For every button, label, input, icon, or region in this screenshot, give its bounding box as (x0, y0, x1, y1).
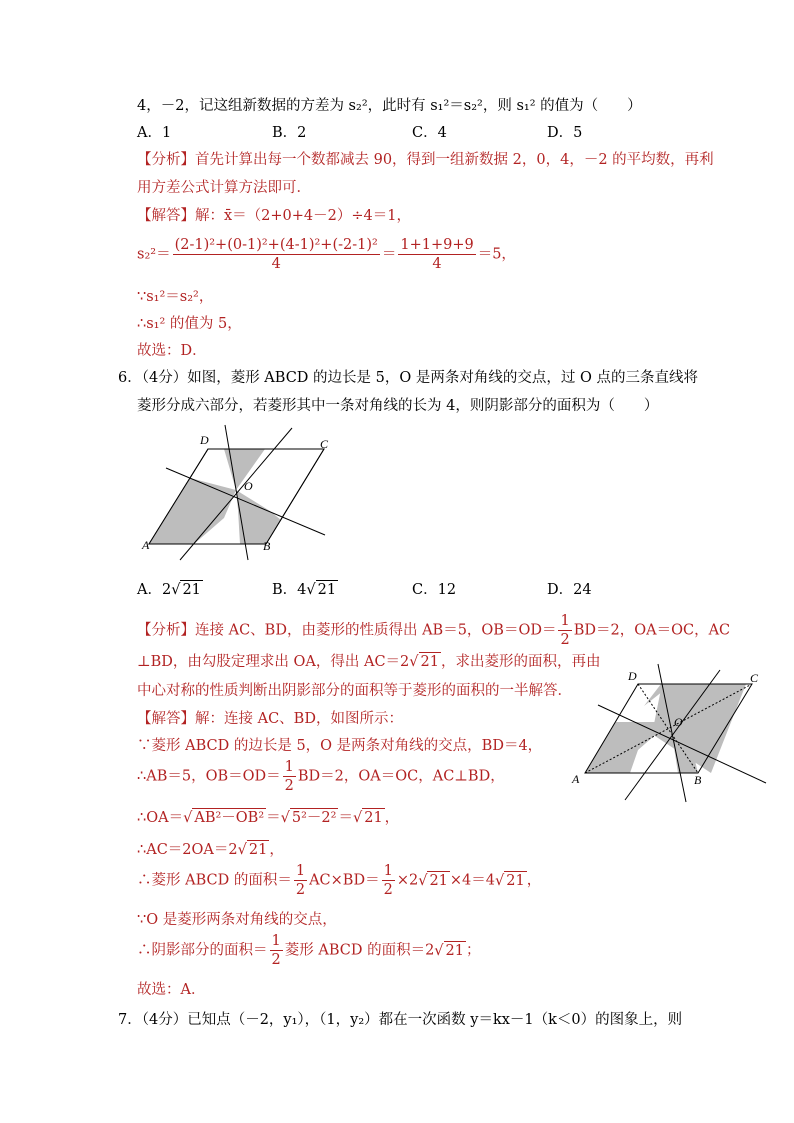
q5-option-d: D．5 (547, 125, 583, 141)
analysis-tag: 【分析】 (137, 622, 195, 639)
label-a: A (142, 538, 150, 552)
solution-tag: 【解答】 (137, 711, 195, 727)
q6-option-b: B．4√ 21 (272, 582, 337, 598)
q6-analysis-line1: 【分析】连接 AC、BD，由菱形的性质得出 AB＝5，OB＝OD＝ $\frac{1}{2}$ BD＝2，OA＝OC，AC (137, 613, 731, 648)
analysis-tag: 【分析】 (137, 152, 195, 168)
rhombus-figure-with-diagonals (570, 660, 770, 805)
q5-because: ∵s₁²＝s₂²， (137, 289, 214, 305)
q5-choose: 故选：D． (137, 343, 207, 359)
label-c: C (320, 437, 329, 451)
q5-option-b: B．2 (272, 125, 307, 141)
label-c: C (750, 671, 759, 685)
q6-stem-line2: 菱形分成六部分，若菱形其中一条对角线的长为 4，则阴影部分的面积为（ ） (137, 398, 659, 414)
q6-choose: 故选：A． (137, 982, 206, 998)
q6-solution-line4: ∴OA＝√ AB²－OB² ＝√ 5²－2² ＝√ 21 ， (137, 810, 400, 826)
q5-solution-line1: 【解答】解：x̄＝（2+0+4－2）÷4＝1， (137, 208, 411, 224)
q6-solution-line3: ∴AB＝5，OB＝OD＝ $\frac{1}{2}$ BD＝2，OA＝OC，AC⊥BD， (137, 759, 505, 794)
solution-tag: 【解答】 (137, 208, 195, 224)
q7-stem: 7．（4分）已知点（－2，y₁），（1，y₂）都在一次函数 y＝kx－1（k＜0）的图象上，则 (118, 1012, 683, 1028)
q5-option-c: C．4 (412, 125, 447, 141)
q6-stem-line1: 6．（4分）如图，菱形 ABCD 的边长是 5，O 是两条对角线的交点，过 O 点的三条直线将 (118, 370, 698, 386)
label-b: B (694, 773, 702, 787)
q6-solution-line7: ∵O 是菱形两条对角线的交点， (137, 912, 337, 928)
label-a: A (572, 772, 580, 786)
q5-analysis-line2: 用方差公式计算方法即可． (137, 180, 311, 196)
q6-analysis-line2: ⊥BD，由勾股定理求出 OA，得出 AC＝2√ 21 ，求出菱形的面积，再由 (137, 654, 601, 670)
q6-option-c: C．12 (412, 582, 457, 598)
label-d: D (628, 669, 637, 683)
q5-therefore: ∴s₁² 的值为 5， (137, 316, 242, 332)
label-o: O (674, 715, 683, 729)
rhombus-figure (140, 420, 350, 560)
q6-option-d: D．24 (547, 582, 592, 598)
q6-solution-line5: ∴AC＝2OA＝2√ 21 ， (137, 842, 284, 858)
q5-stem-line: 4，－2，记这组新数据的方差为 s₂²，此时有 s₁²＝s₂²，则 s₁² 的值为（ ） (137, 98, 642, 114)
label-b: B (263, 539, 271, 553)
q6-solution-line8: ∴阴影部分的面积＝ $\frac{1}{2}$ 菱形 ABCD 的面积＝2√ 21 ； (137, 933, 481, 968)
q5-analysis-line1: 【分析】首先计算出每一个数都减去 90，得到一组新数据 2，0，4，－2 的平均数，再利 (137, 152, 714, 168)
q6-solution-line2: ∵菱形 ABCD 的边长是 5，O 是两条对角线的交点，BD＝4， (137, 738, 543, 754)
q6-option-a: A．2√ 21 (137, 582, 201, 598)
q5-option-a: A．1 (137, 125, 172, 141)
q6-analysis-line3: 中心对称的性质判断出阴影部分的面积等于菱形的面积的一半解答． (137, 683, 572, 699)
q6-solution-line6: ∴菱形 ABCD 的面积＝ $\frac{1}{2}$ AC×BD＝ $\frac{1}{2}$ ×2√ 21 ×4＝4√ 21 ， (137, 863, 542, 898)
label-d: D (200, 433, 209, 447)
q6-solution-line1: 【解答】解：连接 AC、BD，如图所示： (137, 711, 403, 727)
label-o: O (244, 479, 253, 493)
q5-variance-formula: s₂²＝ $\frac{\text{(2-1)²+(0-1)²+(4-1)²+(-2-1)²}}{4}$ ＝ $\frac{1+1+9+9}{4}$ ＝5， (137, 237, 516, 272)
